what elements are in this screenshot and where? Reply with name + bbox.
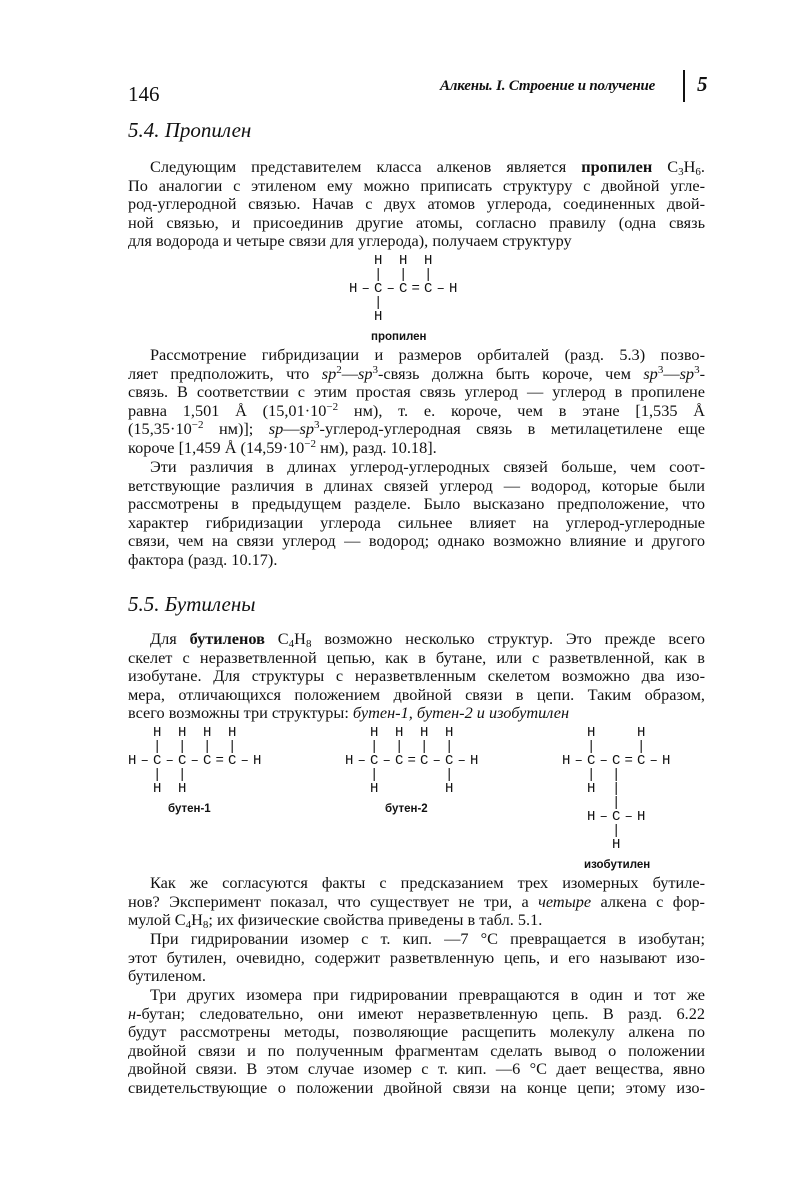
paragraph <box>128 874 705 930</box>
structure-row: H <box>349 309 387 325</box>
section-title-propylene: 5.4. Пропилен <box>128 118 252 142</box>
text-sup: 3 <box>657 363 664 376</box>
text-i: бутен-1, бутен-2 и изобутилен <box>352 703 570 723</box>
text-run: этот бутилен, очевидно, содержит разветвленную цепь, и его называют изо- <box>128 947 705 967</box>
text-run: . <box>700 157 705 176</box>
text-run: нм)]; <box>203 419 269 439</box>
structure-label: изобутилен <box>584 859 651 871</box>
text-i: sp <box>679 363 695 383</box>
text-i: sp <box>299 419 315 439</box>
text-run: — <box>663 363 680 383</box>
text-run: — <box>341 363 359 383</box>
text-sub: 8 <box>305 638 312 650</box>
text-run: равна 1,501 Å (15,01·10 <box>128 400 327 420</box>
text-run: ; их физические свойства приведены в табл. 5.1. <box>208 910 543 930</box>
structure-row: H H H H <box>345 725 458 741</box>
text-run: Эти различия в длинах углерод-углеродных связей больше, чем соот- <box>150 457 705 476</box>
structure-row: H H <box>562 725 650 741</box>
text-line <box>128 667 705 686</box>
text-run: двойной связи. В этом случае изомер с т. кип. —6 °C дает вещества, явно <box>128 1059 705 1079</box>
text-i: sp <box>643 363 658 383</box>
paragraph <box>128 986 705 1098</box>
running-head: Алкены. I. Строение и получение <box>440 78 656 94</box>
text-i: sp <box>268 419 284 439</box>
text-line <box>128 1060 705 1079</box>
text-run: характер гибридизации углерода сильнее влияет на углерод-углеродные <box>128 512 705 532</box>
text-line <box>128 649 705 668</box>
text-run: ветствующие различия в длинах связей углерод — водород, которые были <box>128 475 705 495</box>
text-run: - <box>699 363 705 383</box>
text-sup: 3 <box>694 363 700 376</box>
text-line <box>128 232 705 251</box>
text-line <box>128 420 705 439</box>
text-sup: 2 <box>336 363 342 376</box>
structure-label: бутен-2 <box>385 803 428 815</box>
text-run: бутиленом. <box>128 966 206 986</box>
text-line <box>128 158 705 177</box>
structure-butene-1 <box>128 726 266 816</box>
text-run: — <box>283 419 300 439</box>
text-line <box>128 195 705 214</box>
structure-row: H–C–C=C–H <box>349 281 462 297</box>
paragraph <box>128 630 705 723</box>
text-run: C <box>652 157 679 176</box>
text-run: (15,35·10 <box>128 419 192 439</box>
page-number: 146 <box>128 82 160 106</box>
text-run: короче [1,459 Å (14,59·10 <box>128 437 305 457</box>
text-run: C <box>264 629 289 648</box>
paragraph <box>128 346 705 458</box>
text-line <box>128 1079 705 1098</box>
text-line <box>128 383 705 402</box>
text-line <box>128 495 705 514</box>
text-run: H <box>683 157 696 176</box>
text-line <box>128 893 705 912</box>
text-run: связи, чем на связи углерод — водород; однако возможно влияние и другого <box>128 531 705 551</box>
text-line <box>128 532 705 551</box>
text-line <box>128 1023 705 1042</box>
section-title-butylenes: 5.5. Бутилены <box>128 592 256 616</box>
text-run: мера, отличающихся положением двойной связи в цепи. Таким образом, <box>128 684 705 704</box>
text-line <box>128 686 705 705</box>
text-line <box>128 439 705 458</box>
structure-row: H H <box>345 781 458 797</box>
text-run: Рассмотрение гибридизации и размеров орбиталей (разд. 5.3) позво- <box>150 345 705 364</box>
text-sub: 6 <box>695 166 701 178</box>
text-run: двойной связи и по полученным фрагментам сделать вывод о положении <box>128 1040 705 1060</box>
text-run: мулой C <box>128 910 186 930</box>
structure-row: | | | | <box>345 739 458 755</box>
text-run: свидетельствующие о положении двойной связи на конце цепи; этому изо- <box>128 1077 705 1097</box>
text-line <box>128 930 705 949</box>
text-run: Следующим представителем класса алкенов является <box>150 157 582 176</box>
text-run: Для <box>150 629 190 648</box>
structure-propylene <box>349 254 462 344</box>
structure-row: | | <box>562 767 625 783</box>
text-line <box>128 346 705 365</box>
paragraph <box>128 930 705 986</box>
structure-row: H–C–C=C–H <box>562 753 675 769</box>
structure-row: H <box>562 837 625 853</box>
text-line <box>128 911 705 930</box>
text-sup: −2 <box>191 419 204 432</box>
text-run: алкена с фор- <box>591 891 705 911</box>
structure-row: H–C–C=C–C–H <box>345 753 483 769</box>
text-run: ной связью, и присоединив другие атомы, согласно правилу (одна связь <box>128 212 705 232</box>
text-i: н <box>128 1003 137 1023</box>
structure-row: H–C–C–C=C–H <box>128 753 266 769</box>
text-run: нов? Эксперимент показал, что существует не три, а <box>128 891 539 911</box>
text-sup: −2 <box>304 437 316 450</box>
structure-row: | <box>349 295 387 311</box>
text-run: для водорода и четыре связи для углерода), получаем структуру <box>128 231 572 251</box>
text-sub: 3 <box>678 166 684 178</box>
text-sup: 3 <box>372 363 379 376</box>
text-line <box>128 986 705 1005</box>
structure-row: H–C–H <box>562 809 650 825</box>
text-sub: 4 <box>288 638 295 650</box>
text-run: H <box>294 629 306 648</box>
structure-row: | <box>562 795 625 811</box>
structure-butene-2 <box>345 726 483 816</box>
text-run: -бутан; следовательно, они имеют неразветвленную цепь. В разд. 6.22 <box>136 1003 705 1023</box>
text-run: фактора (разд. 10.17). <box>128 549 278 569</box>
text-run: род-углеродной связью. Начав с двух атомов углерода, соединенных двой- <box>128 194 705 214</box>
text-line <box>128 874 705 893</box>
paragraph <box>128 158 705 251</box>
text-sub: 8 <box>202 919 209 932</box>
text-run: рассмотрены в предыдущем разделе. Было высказано предположение, что <box>128 494 705 514</box>
text-run: изобутане. Для структуры с неразветвленным скелетом возможно два изо- <box>128 666 705 686</box>
text-i: sp <box>321 363 337 383</box>
text-i: четыре <box>538 891 592 911</box>
text-line <box>128 458 705 477</box>
text-line <box>128 949 705 968</box>
structure-row: H H H H <box>128 725 241 741</box>
text-line <box>128 214 705 233</box>
text-b: пропилен <box>581 157 653 176</box>
text-line <box>128 365 705 384</box>
text-line <box>128 402 705 421</box>
text-run: возможно несколько структур. Это прежде всего <box>311 629 705 648</box>
text-sup: −2 <box>326 400 339 413</box>
structure-row: | <box>562 823 625 839</box>
header-divider <box>683 70 685 102</box>
text-line <box>128 1042 705 1061</box>
text-sub: 4 <box>185 919 192 932</box>
text-line <box>128 477 705 496</box>
text-sup: 3 <box>314 419 320 432</box>
text-line <box>128 967 705 986</box>
text-run: По аналогии с этиленом ему можно приписать структуру с двойной угле- <box>128 175 705 195</box>
chapter-number: 5 <box>697 72 708 96</box>
structure-row: | | | | <box>128 739 241 755</box>
structure-row: | | <box>345 767 458 783</box>
text-run: При гидрировании изомер с т. кип. —7 °C превращается в изобутан; <box>150 929 705 948</box>
text-run: Три других изомера при гидрировании превращаются в один и тот же <box>150 985 705 1004</box>
structure-row: H H H <box>349 253 437 269</box>
text-line <box>128 1005 705 1024</box>
text-run: будут рассмотрены методы, позволяющие расщепить молекулу алкена по <box>128 1022 705 1042</box>
text-run: ляет предположить, что <box>128 363 322 383</box>
structure-row: | | <box>562 739 650 755</box>
text-b: бутиленов <box>189 629 265 648</box>
text-run: -углерод-углеродная связь в метилацетилене еще <box>319 419 705 439</box>
text-run: связь. В соответствии с этим простая связь углерод — углерод в пропилене <box>128 382 705 402</box>
text-run: нм), разд. 10.18]. <box>316 437 437 457</box>
structure-label: бутен-1 <box>168 803 211 815</box>
text-line <box>128 514 705 533</box>
paragraph <box>128 458 705 570</box>
text-line <box>128 704 705 723</box>
text-run: H <box>191 910 203 930</box>
structure-row: | | | <box>349 267 437 283</box>
structure-row: H | <box>562 781 625 797</box>
text-line <box>128 551 705 570</box>
structure-isobutylene <box>562 726 675 872</box>
structure-row: | | <box>128 767 191 783</box>
text-run: нм), т. е. короче, чем в этане [1,535 Å <box>338 400 705 420</box>
text-i: sp <box>358 363 373 383</box>
text-run: Как же согласуются факты с предсказанием трех изомерных бутиле- <box>150 873 705 892</box>
text-run: всего возможны три структуры: <box>128 703 353 723</box>
text-line <box>128 177 705 196</box>
text-run: скелет с неразветвленной цепью, как в бутане, или с разветвленной, как в <box>128 647 705 667</box>
text-line <box>128 630 705 649</box>
structure-label: пропилен <box>371 331 427 343</box>
text-run: -связь должна быть короче, чем <box>378 363 644 383</box>
structure-row: H H <box>128 781 191 797</box>
